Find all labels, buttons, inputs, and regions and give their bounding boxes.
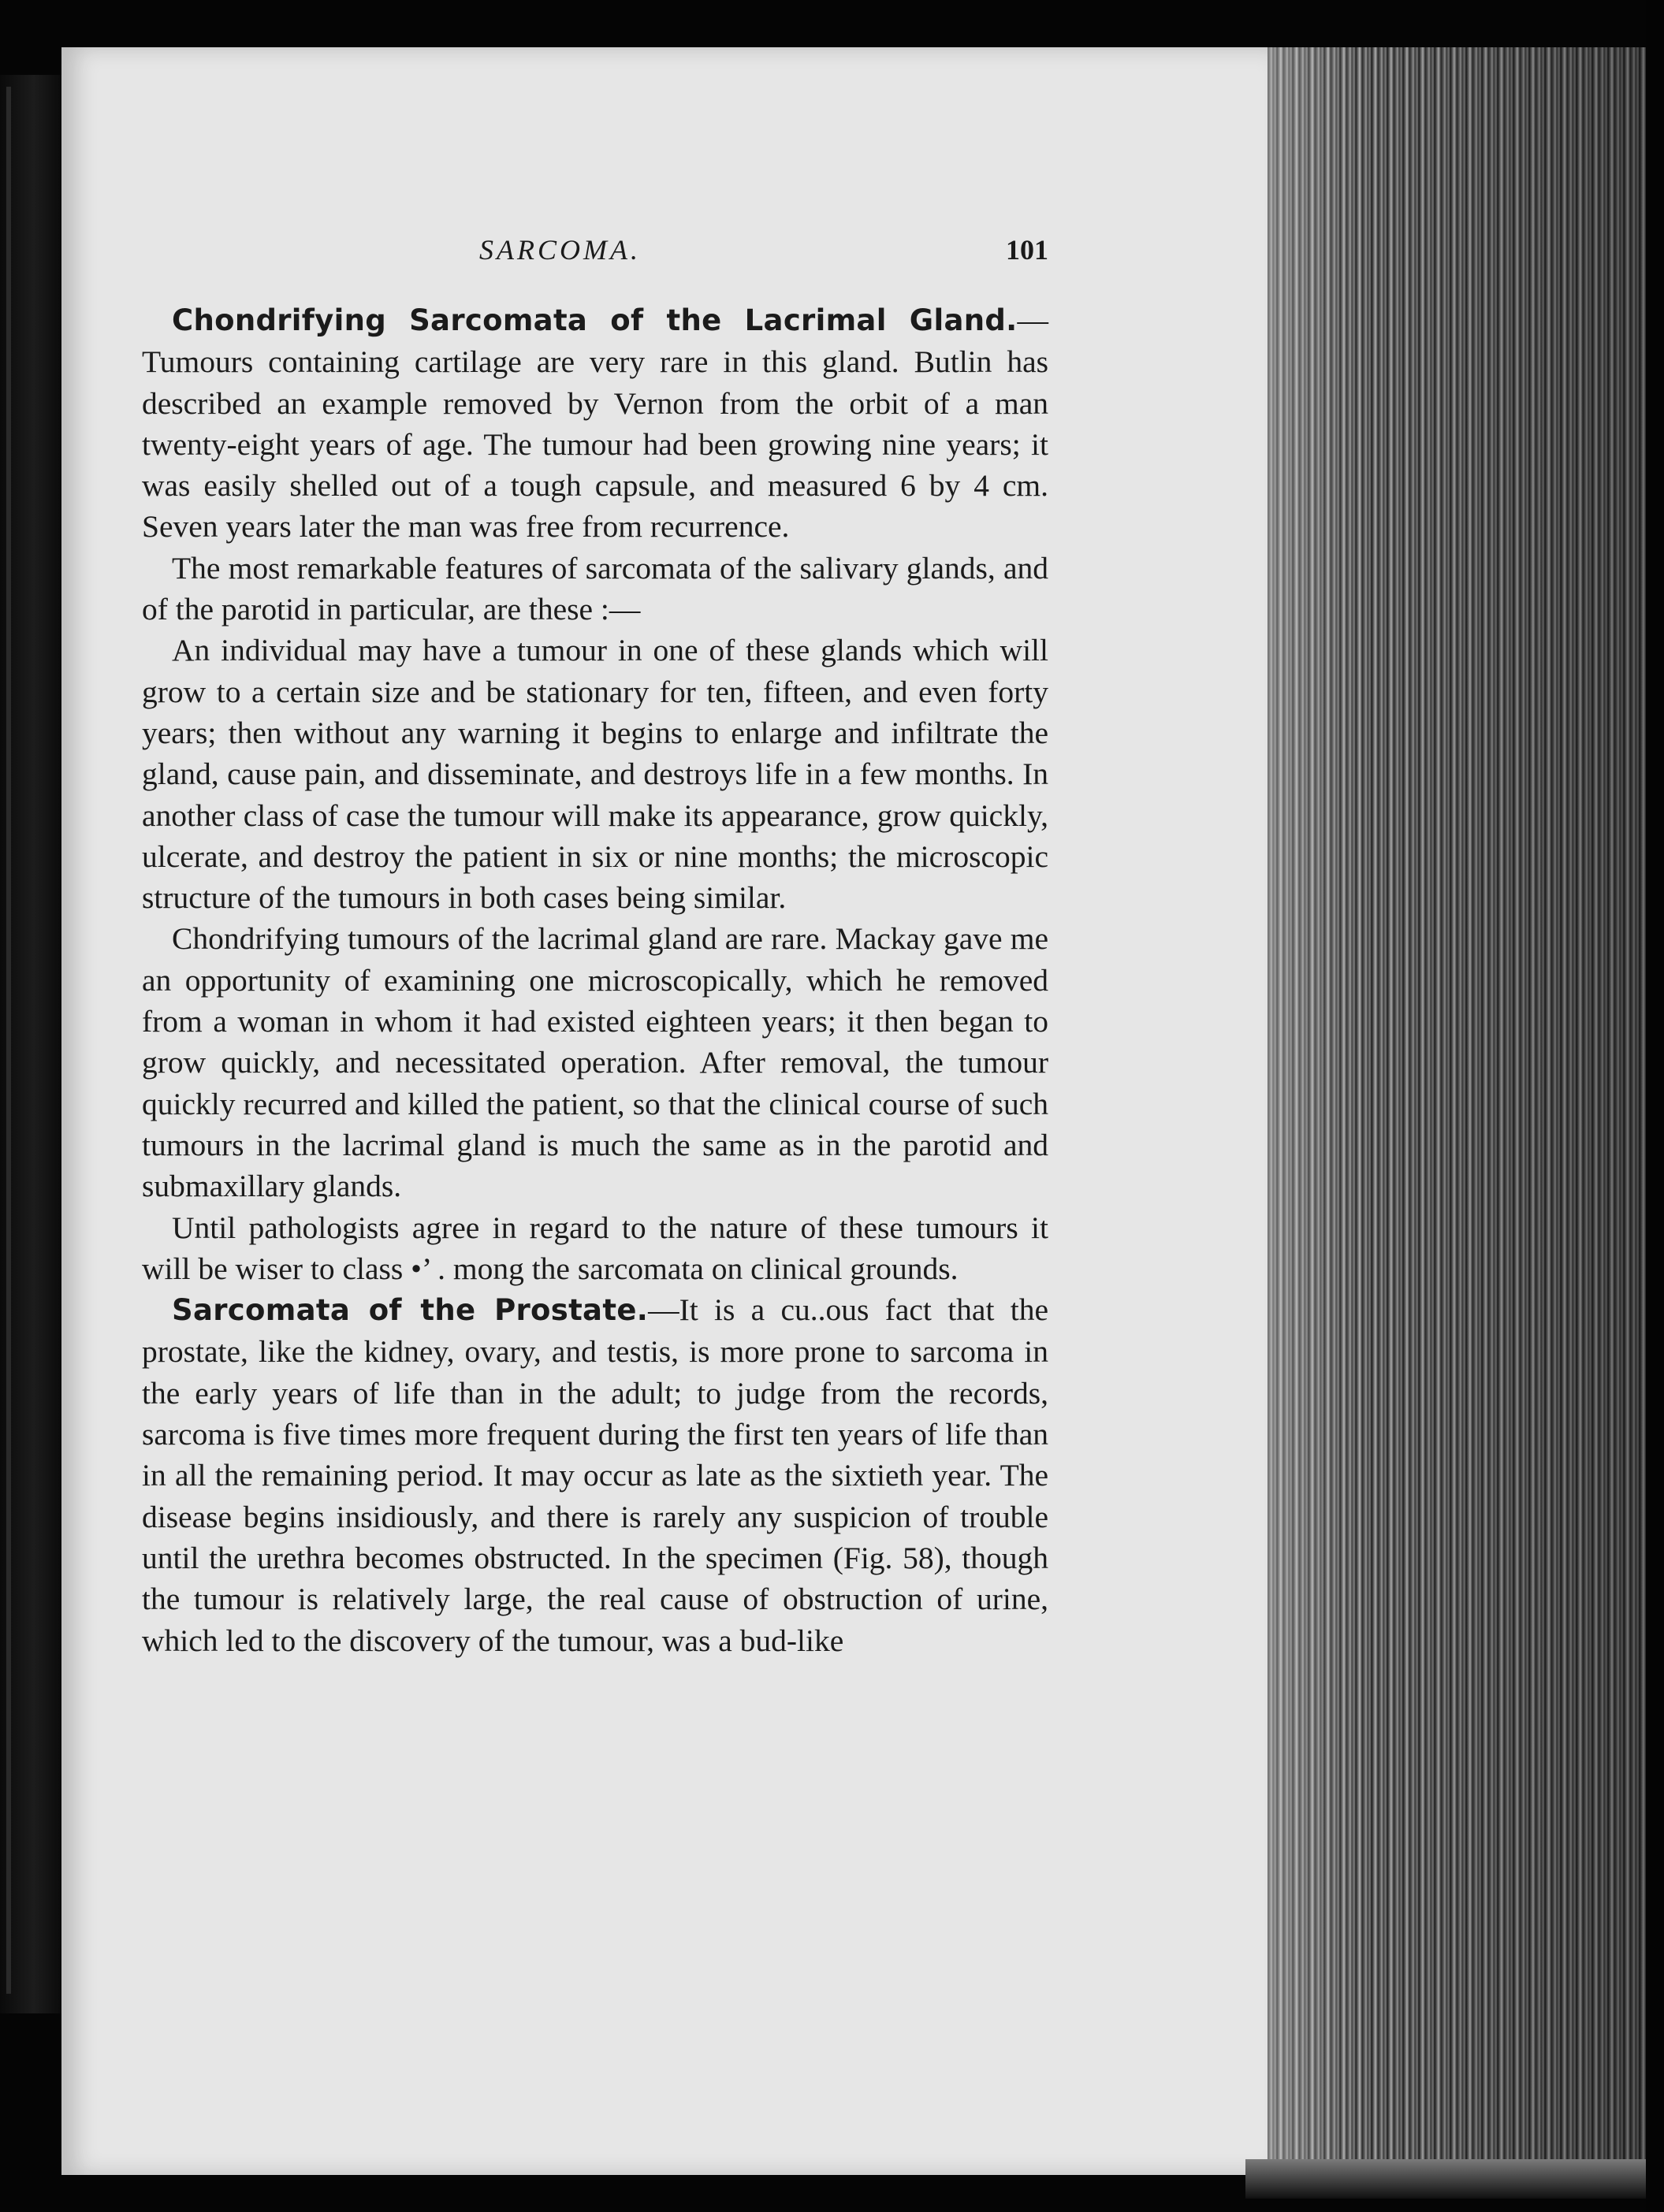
paragraph-text: The most remarkable features of sarcomata of the salivary glands, and of the parotid in particular, are these :— bbox=[142, 550, 1048, 627]
paragraph bbox=[142, 299, 1048, 548]
paragraph-text: Until pathologists agree in regard to the nature of these tumours it will be wiser to class •’ . mong the sarcomata on clinical grounds. bbox=[142, 1210, 1048, 1286]
paragraph bbox=[142, 1289, 1048, 1661]
paragraph-text: —Tumours containing cartilage are very rare in this gland. Butlin has described an example removed by Vernon from the orbit of a man twenty-eight years of age. The tumour had been growing nine years; it was easily shelled out of a tough capsule, and measured 6 by 4 cm. Seven years later the man was free from recurrence. bbox=[142, 303, 1048, 545]
page-stack-edges bbox=[1268, 47, 1646, 2191]
paragraph-text: An individual may have a tumour in one of these glands which will grow to a certain size and be stationary for ten, fifteen, and even forty years; then without any warning it begins to enlarge and infiltrate the gland, cause pain, and disseminate, and destroys life in a few months. In another class of case the tumour will make its appearance, grow quickly, ulcerate, and destroy the patient in six or nine months; the microscopic structure of the tumours in both cases being similar. bbox=[142, 633, 1048, 916]
paragraph-text: —It is a cu..ous fact that the prostate, like the kidney, ovary, and testis, is more prone to sarcoma in the early years of life than in the adult; to judge from the records, sarcoma is five times more frequent during the first ten years of life than in all the remaining period. It may occur as late as the sixtieth year. The disease begins insidiously, and there is rarely any suspicion of trouble until the urethra becomes obstructed. In the specimen (Fig. 58), though the tumour is relatively large, the real cause of obstruction of urine, which led to the discovery of the tumour, was a bud-like bbox=[142, 1292, 1049, 1658]
page-stack-bottom bbox=[1245, 2159, 1655, 2199]
page-number: 101 bbox=[1006, 234, 1048, 266]
paragraph-text: Chondrifying tumours of the lacrimal gland are rare. Mackay gave me an opportunity of examining one microscopically, which he removed from a woman in whom it had existed eighteen years; it then began to grow quickly, and necessitated operation. After removal, the tumour quickly recurred and killed the patient, so that the clinical course of such tumours in the lacrimal gland is much the same as in the parotid and submaxillary glands. bbox=[142, 921, 1048, 1204]
section-heading: Sarcomata of the Prostate. bbox=[172, 1293, 649, 1328]
running-head-title: SARCOMA. bbox=[479, 234, 641, 266]
book-binding-line bbox=[6, 87, 11, 1994]
scan-border-right bbox=[1646, 0, 1664, 2212]
body-text bbox=[142, 299, 1048, 1661]
section-heading: Chondrifying Sarcomata of the Lacrimal Gland. bbox=[172, 303, 1018, 337]
running-head bbox=[142, 233, 1048, 273]
paragraph bbox=[142, 630, 1048, 918]
paragraph bbox=[142, 548, 1048, 630]
paragraph bbox=[142, 1207, 1048, 1290]
paragraph bbox=[142, 918, 1048, 1206]
